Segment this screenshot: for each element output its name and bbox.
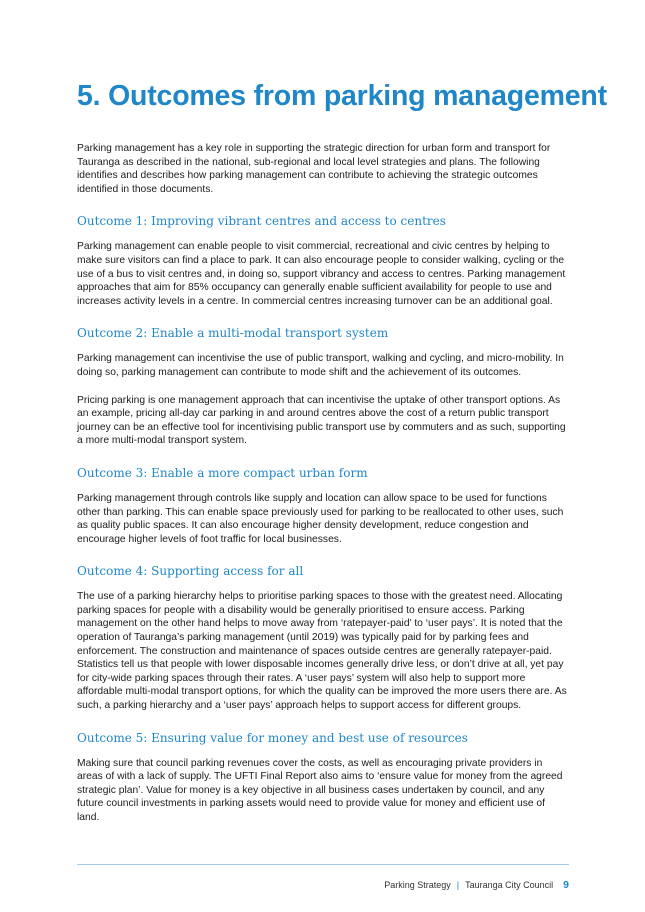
- page-title: 5. Outcomes from parking management: [77, 80, 607, 112]
- footer-divider: [77, 864, 569, 865]
- outcome-heading: Outcome 1: Improving vibrant centres and access to centres: [77, 214, 446, 229]
- footer-document-title: Parking Strategy: [384, 880, 451, 890]
- outcome-paragraph: Pricing parking is one management approach that can incentivise the uptake of other transport options. As an example, pricing all-day car parking in and around centres above the cost of a return public transport journey can be an effective tool for incentivising public transport use by commuters and as such, supporting a more multi-modal transport system.: [77, 394, 566, 447]
- outcome-section-4: [77, 564, 569, 712]
- outcome-paragraph: The use of a parking hierarchy helps to prioritise parking spaces to those with the greatest need. Allocating parking spaces for people with a disability would be generally prioritised to ensure access. Parking management on the other hand helps to move away from ‘ratepayer-paid’ to ‘user pays’. It is noted that the operation of Tauranga’s parking management (until 2019) was typically paid for by parking fees and enforcement. The construction and maintenance of spaces outside centres are generally ratepayer-paid. Statistics tell us that people with lower disposable incomes generally drive less, or don’t drive at all, yet pay for city-wide parking spaces through their rates. A ‘user pays’ system will also help to support more affordable multi-modal transport options, for which the quality can be improved the more users there are. As such, a parking hierarchy and a ‘user pays’ approach helps to support access for different groups.: [77, 591, 567, 712]
- outcome-heading: Outcome 5: Ensuring value for money and best use of resources: [77, 730, 468, 745]
- outcome-section-2: [77, 326, 569, 448]
- outcome-paragraph: Parking management through controls like supply and location can allow space to be used for functions other than parking. This can enable space previously used for parking to be reallocated to other uses, such as quality public spaces. It can also encourage higher density development, reduce congestion and encourage higher levels of foot traffic for local businesses.: [77, 492, 564, 545]
- footer-separator: |: [456, 880, 460, 890]
- outcome-paragraph: Making sure that council parking revenues cover the costs, as well as encouraging private providers in areas of with a lack of supply. The UFTI Final Report also aims to ‘ensure value for money from the agreed strategic plan’. Value for money is a key objective in all business cases undertaken by council, and any future council investments in parking assets would need to provide value for money and efficient use of land.: [77, 757, 563, 823]
- outcome-heading: Outcome 2: Enable a multi-modal transport system: [77, 326, 389, 341]
- intro-paragraph: Parking management has a key role in supporting the strategic direction for urban form and transport for Tauranga as described in the national, sub-regional and local level strategies and plans. The following identifies and describes how parking management can contribute to achieving the strategic outcomes identified in those documents.: [77, 143, 551, 195]
- page-number: 9: [563, 879, 569, 891]
- outcome-section-3: [77, 466, 569, 546]
- outcome-section-5: [77, 731, 569, 825]
- outcome-section-1: [77, 214, 569, 308]
- outcome-paragraph: Parking management can enable people to visit commercial, recreational and civic centres by helping to make sure visitors can find a place to park. It can also encourage people to consider walking, cycling or the use of a bus to visit centres and, in doing so, support vibrancy and access to centres. Parking management approaches that aim for 85% occupancy can generally enable sufficient availability for people to use and increases activity levels in a centre. In commercial centres increasing turnover can be an additional goal.: [77, 241, 566, 307]
- outcome-paragraph: Parking management can incentivise the use of public transport, walking and cycling, and micro-mobility. In doing so, parking management can contribute to mode shift and the achievement of its outcomes.: [77, 353, 564, 378]
- page-content: [77, 78, 607, 825]
- outcome-heading: Outcome 4: Supporting access for all: [77, 564, 304, 579]
- outcome-heading: Outcome 3: Enable a more compact urban form: [77, 465, 368, 480]
- page-footer: [384, 879, 569, 891]
- footer-organisation: Tauranga City Council: [465, 880, 554, 890]
